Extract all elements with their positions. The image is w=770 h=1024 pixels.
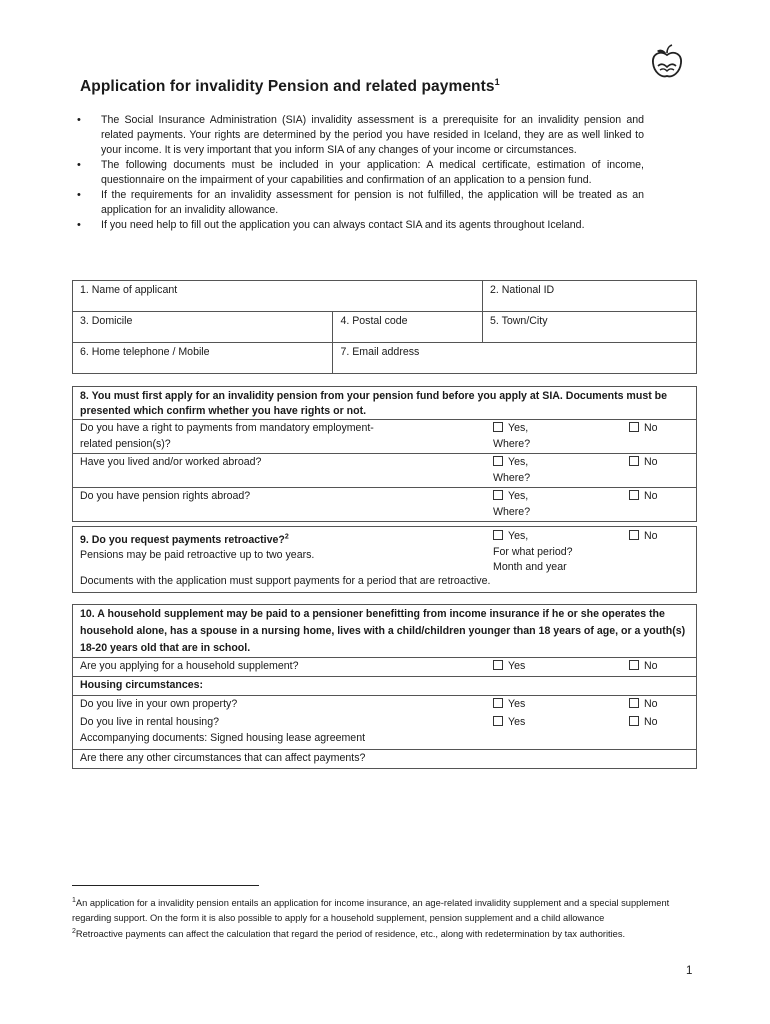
question-label: Are you applying for a household supplement? [80,660,299,672]
email-field[interactable]: 7. Email address [333,343,697,374]
footnote-1: $^1$An application for a invalidity pension entails an application for income insurance, an age-related invalidity supplement and a special supplement regarding support. On the form it is also possible to apply for a household supplement, pension supplement and a child allowance [72,897,670,923]
no-label: No [644,490,658,502]
section-9-heading: 9. Do you request payments retroactive?$^2$ [80,533,289,546]
lived-abroad-question-row [73,453,696,487]
period-label: For what period? [493,545,573,558]
question-label: related pension(s)? [80,437,171,450]
no-checkbox[interactable] [629,456,639,466]
section-9-retroactive [72,526,697,593]
section-10-household-supplement [72,604,697,769]
yes-label: Yes [508,698,526,710]
other-circumstances-row[interactable] [73,749,696,768]
yes-label: Yes [508,660,526,672]
intro-bullet: • The following documents must be included in your application: A medical certificate, estimation of income, questionnaire on the impairment of your capabilities and confirmation of an application to a pension fund. [80,158,644,188]
page-number: 1 [686,965,693,977]
no-label: No [644,660,658,672]
yes-checkbox[interactable] [493,422,503,432]
footnote-divider [72,885,259,886]
intro-bullet: • The Social Insurance Administration (SIA) invalidity assessment is a prerequisite for an invalidity pension and related payments. Your rights are determined by the period you have resided in Iceland, they are as well linked to your income. It is very important that you inform SIA of any changes of your income or circumstances. [80,113,644,158]
national-id-field[interactable]: 2. National ID [483,281,697,312]
yes-label: Yes [508,716,526,728]
question-label: Are there any other circumstances that can affect payments? [80,752,366,764]
section-8-heading: 8. You must first apply for an invalidity pension from your pension fund before you apply at SIA. Documents must be presented which confirm whether you have rights or not. [80,390,668,417]
no-label: No [644,530,658,542]
yes-checkbox[interactable] [493,660,503,670]
no-checkbox[interactable] [629,660,639,670]
no-checkbox[interactable] [629,490,639,500]
footnotes [72,894,692,942]
question-label: Do you live in your own property? [80,698,238,710]
rental-housing-question-row [73,714,696,749]
own-property-question-row [73,695,696,714]
town-city-field[interactable]: 5. Town/City [483,312,697,343]
where-label: Where? [493,437,531,450]
no-checkbox[interactable] [629,698,639,708]
no-checkbox[interactable] [629,716,639,726]
no-checkbox[interactable] [629,422,639,432]
yes-label: Yes, [508,530,529,542]
section-8-pension-fund [72,386,697,522]
pension-right-question-row [73,419,696,453]
no-label: No [644,716,658,728]
yes-checkbox[interactable] [493,490,503,500]
no-label: No [644,698,658,710]
postal-code-field[interactable]: 4. Postal code [333,312,483,343]
where-label: Where? [493,505,531,518]
no-checkbox[interactable] [629,530,639,540]
question-label: Do you have a right to payments from mandatory employment- [80,422,374,434]
domicile-field[interactable]: 3. Domicile [73,312,333,343]
question-label: Do you have pension rights abroad? [80,490,251,502]
page-title: Application for invalidity Pension and related payments$^1$ [80,77,500,96]
applicant-name-field[interactable]: 1. Name of applicant [73,281,483,312]
pension-rights-abroad-question-row [73,487,696,521]
yes-label: Yes, [508,490,529,502]
telephone-field[interactable]: 6. Home telephone / Mobile [73,343,333,374]
yes-checkbox[interactable] [493,716,503,726]
question-label: Have you lived and/or worked abroad? [80,456,262,468]
apple-hands-logo-icon [650,44,684,80]
intro-bullet: • If the requirements for an invalidity assessment for pension is not fulfilled, the application will be treated as an application for an invalidity allowance. [80,188,644,218]
month-year-label: Month and year [493,561,567,573]
yes-label: Yes, [508,456,529,468]
intro-bullet: • If you need help to fill out the application you can always contact SIA and its agents throughout Iceland. [80,218,644,233]
applicant-details-table [72,280,697,374]
no-label: No [644,456,658,468]
household-question-row [73,657,696,676]
retroactive-note: Pensions may be paid retroactive up to two years. [80,549,315,562]
yes-label: Yes, [508,422,529,434]
accompanying-documents-note: Accompanying documents: Signed housing lease agreement [80,731,366,744]
retroactive-question-row [73,527,696,592]
housing-circumstances-heading: Housing circumstances: [73,676,696,695]
footnote-2: $^2$Retroactive payments can affect the calculation that regard the period of residence, etc., along with redetermination by tax authorities. [72,928,626,940]
retroactive-documents-note: Documents with the application must support payments for a period that are retroactive. [80,575,491,587]
yes-checkbox[interactable] [493,698,503,708]
yes-checkbox[interactable] [493,456,503,466]
intro-bullet-list [80,113,644,233]
no-label: No [644,422,658,434]
question-label: Do you live in rental housing? [80,716,219,728]
section-10-heading: 10. A household supplement may be paid to a pensioner benefitting from income insurance if he or she operates the household alone, has a spouse in a nursing home, lives with a child/children younger than 18 years of age, or a youth(s) 18-20 years old that are in school. [80,608,686,654]
yes-checkbox[interactable] [493,530,503,540]
where-label: Where? [493,471,531,484]
